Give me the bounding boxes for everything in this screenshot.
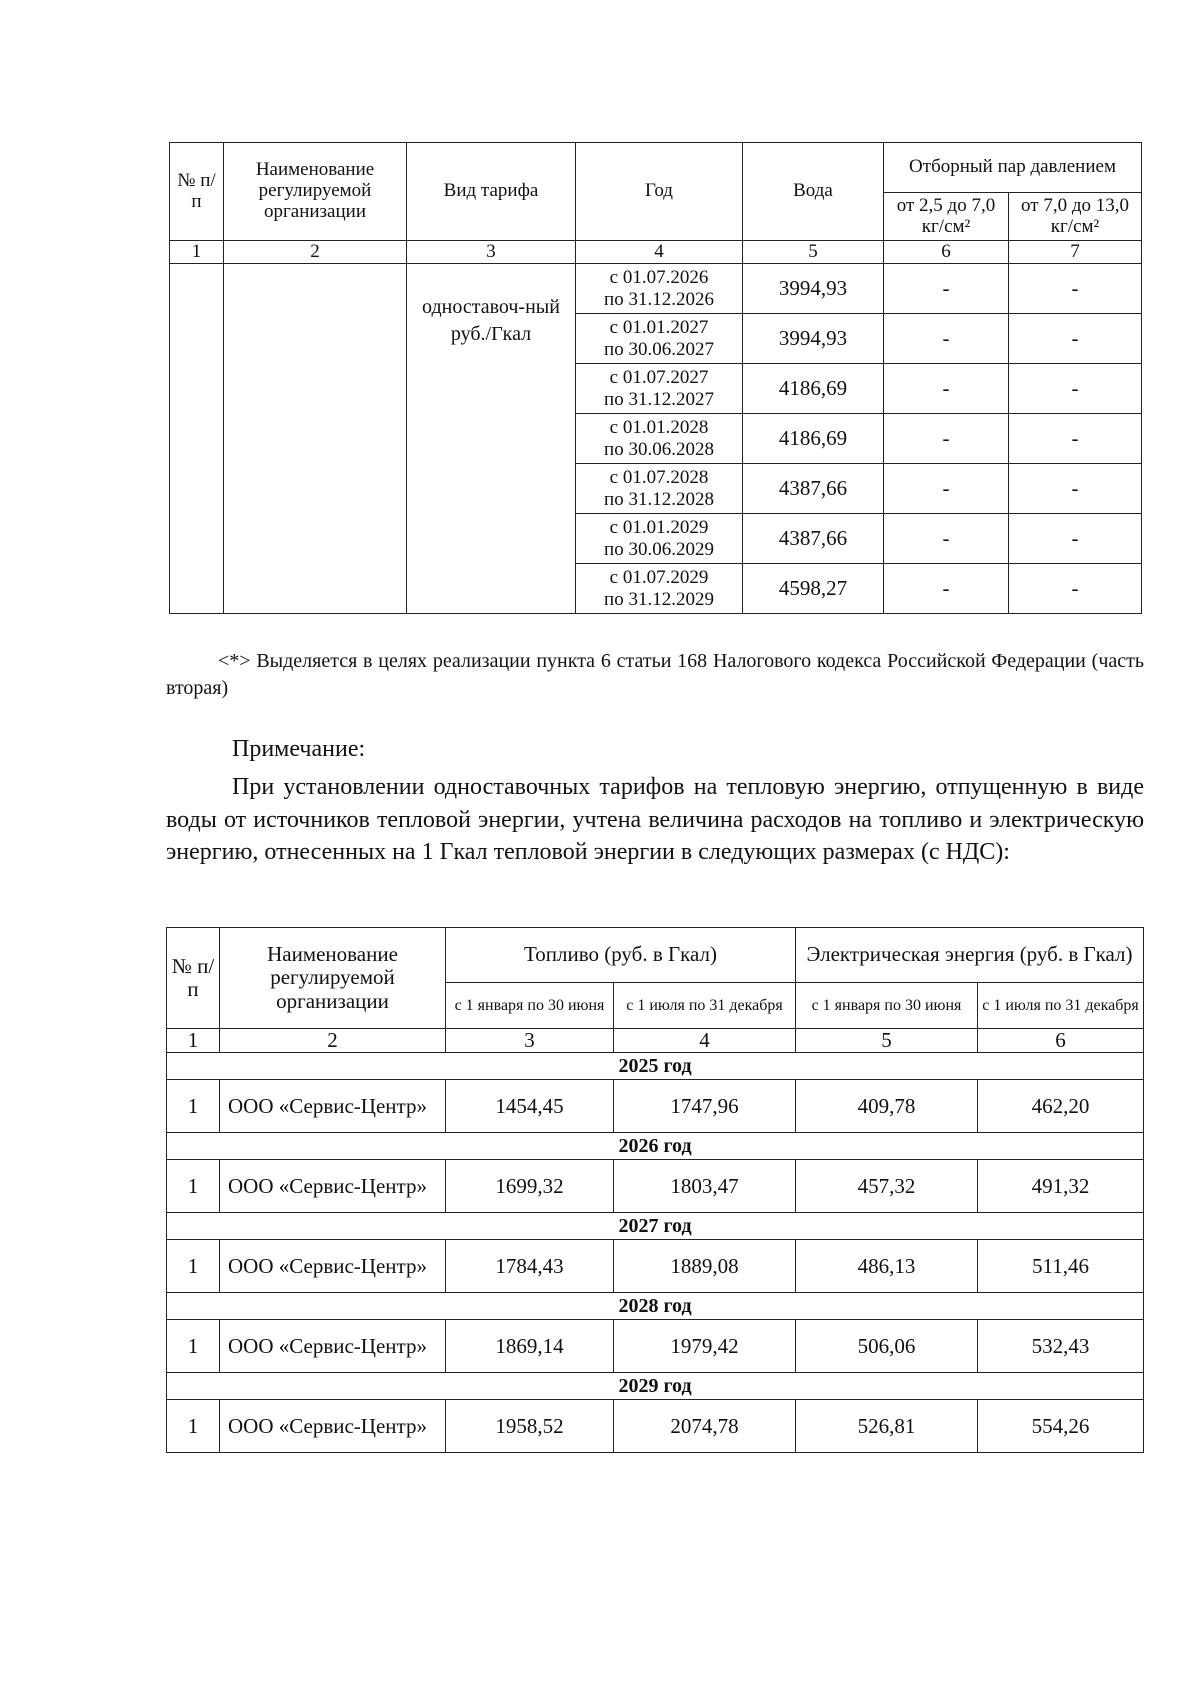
note-title: Примечание: bbox=[232, 736, 366, 762]
el-h2-value: 491,32 bbox=[978, 1160, 1144, 1213]
period-cell: с 01.07.2028 по 31.12.2028 bbox=[576, 464, 743, 514]
fuel-h2-value: 1803,47 bbox=[614, 1160, 796, 1213]
col-number: 7 bbox=[1009, 241, 1142, 264]
period-cell: с 01.01.2029 по 30.06.2029 bbox=[576, 514, 743, 564]
table-row bbox=[170, 264, 1142, 314]
el-h1-value: 506,06 bbox=[796, 1320, 978, 1373]
org-name: ООО «Сервис-Центр» bbox=[220, 1400, 446, 1453]
period-cell: с 01.01.2027 по 30.06.2027 bbox=[576, 314, 743, 364]
year-heading: 2028 год bbox=[167, 1293, 1144, 1320]
table-row bbox=[167, 1160, 1144, 1213]
year-heading: 2029 год bbox=[167, 1373, 1144, 1400]
steam-low-value: - bbox=[884, 314, 1009, 364]
water-value: 4186,69 bbox=[743, 364, 884, 414]
header-fuel-h2: с 1 июля по 31 декабря bbox=[614, 983, 796, 1029]
col-number: 4 bbox=[614, 1029, 796, 1053]
table-row bbox=[167, 1320, 1144, 1373]
header-el-h2: с 1 июля по 31 декабря bbox=[978, 983, 1144, 1029]
steam-high-value: - bbox=[1009, 564, 1142, 614]
water-value: 3994,93 bbox=[743, 264, 884, 314]
row-num: 1 bbox=[167, 1080, 220, 1133]
header-electricity: Электрическая энергия (руб. в Гкал) bbox=[796, 928, 1144, 983]
steam-low-value: - bbox=[884, 414, 1009, 464]
year-heading: 2027 год bbox=[167, 1213, 1144, 1240]
steam-low-value: - bbox=[884, 514, 1009, 564]
header-year: Год bbox=[576, 143, 743, 241]
steam-high-value: - bbox=[1009, 314, 1142, 364]
steam-high-value: - bbox=[1009, 514, 1142, 564]
fuel-h2-value: 1979,42 bbox=[614, 1320, 796, 1373]
col-number: 3 bbox=[407, 241, 576, 264]
period-cell: с 01.07.2029 по 31.12.2029 bbox=[576, 564, 743, 614]
el-h2-value: 462,20 bbox=[978, 1080, 1144, 1133]
col-number: 1 bbox=[170, 241, 224, 264]
footnote: <*> Выделяется в целях реализации пункта 6 статьи 168 Налогового кодекса Российской Федерации (часть вторая) bbox=[166, 650, 1144, 699]
num-cell bbox=[170, 264, 224, 614]
steam-high-value: - bbox=[1009, 464, 1142, 514]
el-h1-value: 486,13 bbox=[796, 1240, 978, 1293]
fuel-h1-value: 1699,32 bbox=[446, 1160, 614, 1213]
steam-low-value: - bbox=[884, 364, 1009, 414]
header-water: Вода bbox=[743, 143, 884, 241]
water-value: 4387,66 bbox=[743, 464, 884, 514]
header-fuel: Топливо (руб. в Гкал) bbox=[446, 928, 796, 983]
steam-high-value: - bbox=[1009, 414, 1142, 464]
header-num: № п/п bbox=[170, 143, 224, 241]
org-name: ООО «Сервис-Центр» bbox=[220, 1240, 446, 1293]
period-cell: с 01.01.2028 по 30.06.2028 bbox=[576, 414, 743, 464]
tariff-table bbox=[169, 142, 1142, 614]
note-text: При установлении одноставочных тарифов на тепловую энергию, отпущенную в виде воды от источников тепловой энергии, учтена величина расходов на топливо и электрическую энергию, отнесенных на 1 Гкал тепловой энергии в следующих размерах (с НДС): bbox=[166, 774, 1144, 866]
org-name: ООО «Сервис-Центр» bbox=[220, 1320, 446, 1373]
header-tariff-type: Вид тарифа bbox=[407, 143, 576, 241]
header-steam-high: от 7,0 до 13,0 кг/см² bbox=[1009, 193, 1142, 241]
steam-high-value: - bbox=[1009, 364, 1142, 414]
water-value: 4186,69 bbox=[743, 414, 884, 464]
year-heading: 2025 год bbox=[167, 1053, 1144, 1080]
org-name: ООО «Сервис-Центр» bbox=[220, 1080, 446, 1133]
el-h2-value: 554,26 bbox=[978, 1400, 1144, 1453]
period-cell: с 01.07.2027 по 31.12.2027 bbox=[576, 364, 743, 414]
el-h2-value: 511,46 bbox=[978, 1240, 1144, 1293]
org-name: ООО «Сервис-Центр» bbox=[220, 1160, 446, 1213]
col-number: 2 bbox=[220, 1029, 446, 1053]
steam-low-value: - bbox=[884, 564, 1009, 614]
header-org: Наименование регулируемой организации bbox=[220, 928, 446, 1029]
row-num: 1 bbox=[167, 1160, 220, 1213]
header-org: Наименование регулируемой организации bbox=[224, 143, 407, 241]
fuel-electricity-table bbox=[166, 927, 1144, 1453]
header-num: № п/п bbox=[167, 928, 220, 1029]
col-number: 2 bbox=[224, 241, 407, 264]
fuel-h1-value: 1784,43 bbox=[446, 1240, 614, 1293]
fuel-h2-value: 1747,96 bbox=[614, 1080, 796, 1133]
year-heading: 2026 год bbox=[167, 1133, 1144, 1160]
fuel-h2-value: 2074,78 bbox=[614, 1400, 796, 1453]
col-number: 1 bbox=[167, 1029, 220, 1053]
steam-low-value: - bbox=[884, 464, 1009, 514]
fuel-h1-value: 1869,14 bbox=[446, 1320, 614, 1373]
col-number: 5 bbox=[796, 1029, 978, 1053]
org-cell bbox=[224, 264, 407, 614]
el-h1-value: 457,32 bbox=[796, 1160, 978, 1213]
col-number: 6 bbox=[884, 241, 1009, 264]
tariff-type-cell: одноставоч-ный руб./Гкал bbox=[407, 264, 576, 614]
el-h2-value: 532,43 bbox=[978, 1320, 1144, 1373]
col-number: 6 bbox=[978, 1029, 1144, 1053]
water-value: 4598,27 bbox=[743, 564, 884, 614]
el-h1-value: 409,78 bbox=[796, 1080, 978, 1133]
fuel-h2-value: 1889,08 bbox=[614, 1240, 796, 1293]
period-cell: с 01.07.2026 по 31.12.2026 bbox=[576, 264, 743, 314]
water-value: 3994,93 bbox=[743, 314, 884, 364]
col-number: 5 bbox=[743, 241, 884, 264]
header-fuel-h1: с 1 января по 30 июня bbox=[446, 983, 614, 1029]
row-num: 1 bbox=[167, 1240, 220, 1293]
water-value: 4387,66 bbox=[743, 514, 884, 564]
table-row bbox=[167, 1240, 1144, 1293]
fuel-h1-value: 1454,45 bbox=[446, 1080, 614, 1133]
steam-high-value: - bbox=[1009, 264, 1142, 314]
row-num: 1 bbox=[167, 1400, 220, 1453]
steam-low-value: - bbox=[884, 264, 1009, 314]
col-number: 4 bbox=[576, 241, 743, 264]
el-h1-value: 526,81 bbox=[796, 1400, 978, 1453]
col-number: 3 bbox=[446, 1029, 614, 1053]
header-steam-low: от 2,5 до 7,0 кг/см² bbox=[884, 193, 1009, 241]
header-el-h1: с 1 января по 30 июня bbox=[796, 983, 978, 1029]
table-row bbox=[167, 1400, 1144, 1453]
fuel-h1-value: 1958,52 bbox=[446, 1400, 614, 1453]
row-num: 1 bbox=[167, 1320, 220, 1373]
header-steam: Отборный пар давлением bbox=[884, 143, 1142, 193]
table-row bbox=[167, 1080, 1144, 1133]
